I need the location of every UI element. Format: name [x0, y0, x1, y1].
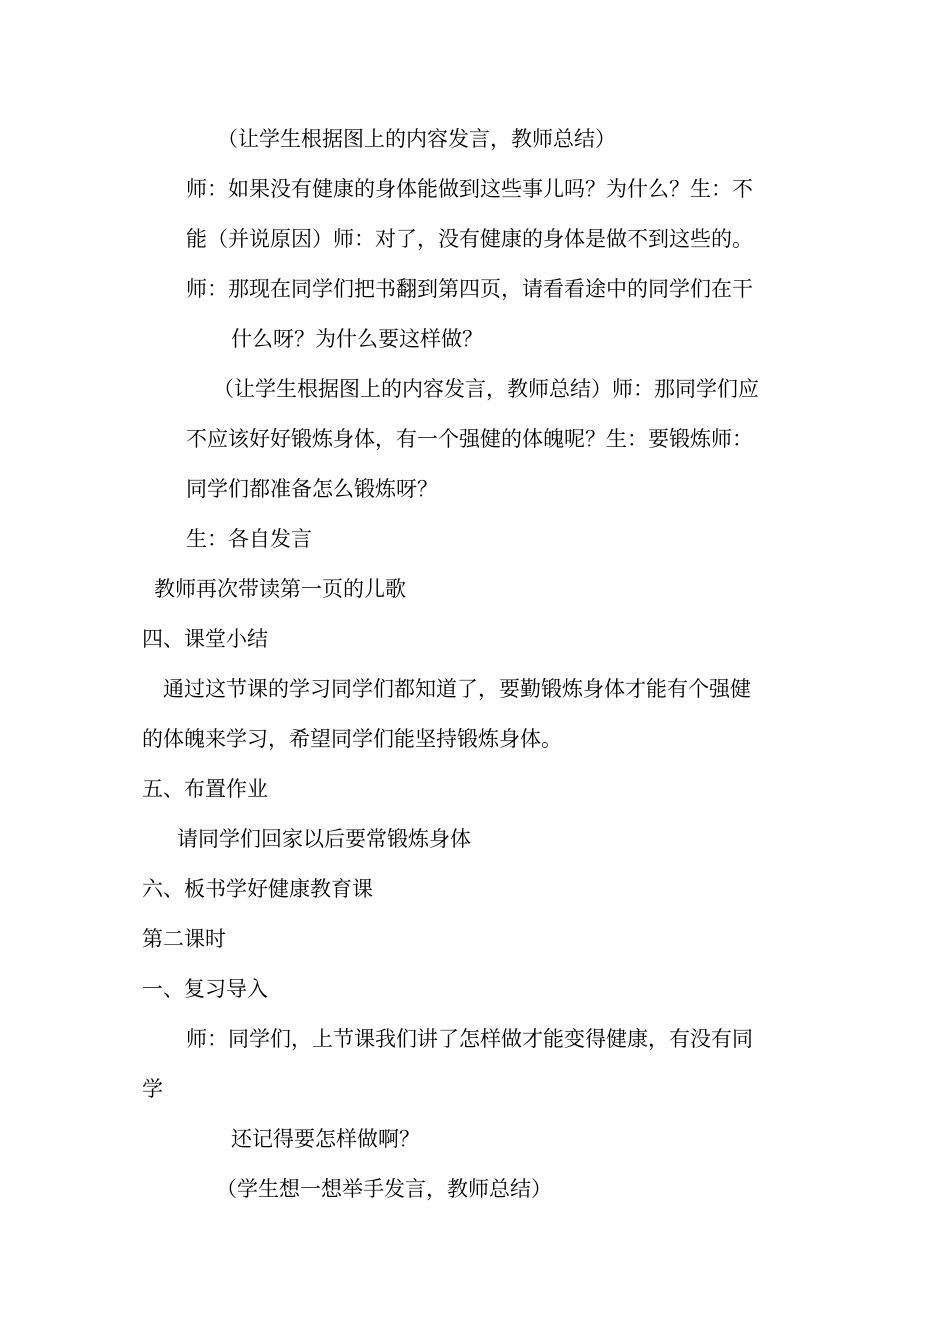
paragraph-line-3: 能（并说原因）师：对了，没有健康的身体是做不到这些的。 [186, 227, 753, 251]
paragraph-line-19: 师：同学们，上节课我们讲了怎样做才能变得健康，有没有同 [186, 1027, 753, 1051]
paragraph-line-20: 学 [142, 1077, 163, 1101]
paragraph-line-13: 的体魄来学习，希望同学们能坚持锻炼身体。 [142, 727, 562, 751]
paragraph-line-6: （让学生根据图上的内容发言，教师总结）师：那同学们应 [213, 377, 759, 401]
paragraph-line-12: 通过这节课的学习同学们都知道了，要勤锻炼身体才能有个强健 [163, 677, 751, 701]
paragraph-line-5: 什么呀？为什么要这样做？ [231, 327, 483, 351]
paragraph-line-7: 不应该好好锻炼身体，有一个强健的体魄呢？生：要锻炼师： [186, 427, 753, 451]
section-heading-homework: 五、布置作业 [142, 777, 268, 801]
paragraph-line-21: 还记得要怎样做啊？ [231, 1127, 420, 1151]
paragraph-line-2: 师：如果没有健康的身体能做到这些事儿吗？为什么？生：不 [186, 177, 753, 201]
section-heading-summary: 四、课堂小结 [142, 627, 268, 651]
paragraph-line-8: 同学们都准备怎么锻炼呀？ [186, 477, 438, 501]
section-heading-review: 一、复习导入 [142, 977, 268, 1001]
section-heading-board: 六、板书学好健康教育课 [142, 877, 373, 901]
paragraph-line-4: 师：那现在同学们把书翻到第四页，请看看途中的同学们在干 [186, 277, 753, 301]
paragraph-line-22: （学生想一想举手发言，教师总结） [216, 1177, 552, 1201]
section-heading-second-lesson: 第二课时 [142, 927, 226, 951]
paragraph-line-10: 教师再次带读第一页的儿歌 [154, 577, 406, 601]
paragraph-line-1: （让学生根据图上的内容发言，教师总结） [217, 127, 616, 151]
paragraph-line-15: 请同学们回家以后要常锻炼身体 [177, 827, 471, 851]
paragraph-line-9: 生：各自发言 [186, 527, 312, 551]
